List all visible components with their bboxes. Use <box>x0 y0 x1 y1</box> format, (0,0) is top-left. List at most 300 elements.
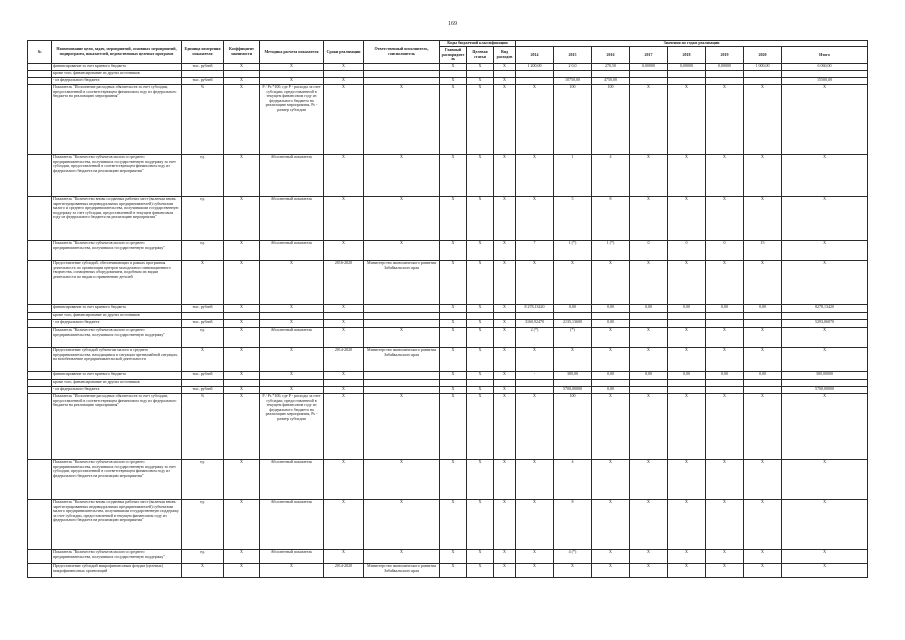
cell-year-value: X <box>744 348 782 372</box>
cell-name: - из федерального бюджета <box>52 387 182 394</box>
cell-year-value: X <box>516 348 554 372</box>
cell-period: X <box>324 197 364 241</box>
cell-name: - из федерального бюджета <box>52 320 182 328</box>
cell-year-value: X <box>706 328 744 348</box>
cell-num <box>28 380 52 387</box>
cell-year-value: X <box>706 550 744 564</box>
cell-kbk-type: X <box>494 155 516 197</box>
cell-year-value: X <box>592 550 630 564</box>
cell-unit: тыс. рублей <box>182 305 224 313</box>
cell-kbk-grbs <box>440 380 467 387</box>
cell-coef: X <box>224 85 260 155</box>
table-row <box>28 564 868 578</box>
cell-num <box>28 387 52 394</box>
cell-coef <box>224 71 260 78</box>
header-year: 2020 <box>744 46 782 63</box>
table-body <box>28 64 868 578</box>
cell-year-value: X <box>630 85 668 155</box>
page-number: 169 <box>448 21 457 27</box>
header-values-group: Значения по годам реализации <box>516 41 868 47</box>
cell-coef: X <box>224 394 260 460</box>
cell-executor: Министерство экономического развития Забайкальского края <box>364 261 440 305</box>
cell-name: Показатель "Количество вновь созданных рабочих мест (включая вновь зарегистрированных индивидуальных предпринимателей) субъектами малого и среднего предпринимательства, получившими государственную поддержку за счет субсидии, предоставленной в текущем финансовом году из федерального бюджета на реализацию мероприятия" <box>52 197 182 241</box>
cell-name: Показатель "Количество субъектов малого и среднего предпринимательства, получивших государственную поддержку за счет субсидии, предоставленной в соответствующем финансовом году из федерального бюджета на реализацию мероприятия" <box>52 155 182 197</box>
cell-year-value: - <box>516 372 554 380</box>
cell-kbk-target: X <box>467 372 494 380</box>
cell-coef: X <box>224 328 260 348</box>
cell-unit: тыс. рублей <box>182 78 224 85</box>
cell-num <box>28 71 52 78</box>
header-coef: Коэффициент значимости <box>224 41 260 64</box>
cell-executor: Министерство экономического развития Забайкальского края <box>364 564 440 578</box>
cell-year-value: 15 <box>744 241 782 261</box>
cell-year-value: X <box>668 460 706 500</box>
cell-name: финансирование за счет краевого бюджета <box>52 305 182 313</box>
cell-kbk-grbs: X <box>440 197 467 241</box>
cell-coef <box>224 380 260 387</box>
cell-name: Показатель "Количество субъектов малого и среднего предпринимательства, получивших государственную поддержку" <box>52 550 182 564</box>
cell-unit: ед. <box>182 241 224 261</box>
cell-year-value: X <box>744 550 782 564</box>
cell-num <box>28 564 52 578</box>
cell-kbk-type: X <box>494 564 516 578</box>
cell-year-value: X <box>630 328 668 348</box>
cell-total: X <box>782 550 868 564</box>
cell-num <box>28 241 52 261</box>
cell-year-value: X <box>516 550 554 564</box>
cell-year-value: X <box>516 394 554 460</box>
cell-year-value <box>516 380 554 387</box>
cell-year-value: X <box>706 155 744 197</box>
cell-num <box>28 85 52 155</box>
cell-year-value <box>630 313 668 320</box>
cell-total: X <box>782 241 868 261</box>
cell-executor <box>364 380 440 387</box>
cell-kbk-target: X <box>467 320 494 328</box>
header-year: 2018 <box>668 46 706 63</box>
cell-year-value: 0 <box>630 241 668 261</box>
cell-total: X <box>782 328 868 348</box>
cell-unit: ед. <box>182 460 224 500</box>
cell-unit: тыс. рублей <box>182 64 224 71</box>
cell-unit: ед. <box>182 500 224 550</box>
cell-kbk-type: X <box>494 550 516 564</box>
cell-year-value: X <box>706 197 744 241</box>
cell-executor <box>364 387 440 394</box>
cell-coef: X <box>224 305 260 313</box>
cell-year-value: 2 (*) <box>516 328 554 348</box>
cell-kbk-grbs: X <box>440 394 467 460</box>
header-kbk-type: Вид расходов <box>494 46 516 63</box>
cell-num <box>28 197 52 241</box>
cell-executor <box>364 320 440 328</box>
cell-year-value: X <box>744 261 782 305</box>
cell-year-value: 7 <box>516 241 554 261</box>
cell-kbk-grbs: X <box>440 155 467 197</box>
cell-method: Абсолютный показатель <box>260 550 324 564</box>
cell-year-value: 0,00 <box>592 372 630 380</box>
cell-year-value: X <box>630 460 668 500</box>
cell-year-value: 0,00 <box>668 305 706 313</box>
cell-total: X <box>782 348 868 372</box>
cell-year-value: 2135,13600 <box>554 320 592 328</box>
cell-unit: X <box>182 348 224 372</box>
cell-executor: X <box>364 197 440 241</box>
cell-total: X <box>782 500 868 550</box>
cell-year-value: X <box>744 500 782 550</box>
cell-year-value: 0,00 <box>592 305 630 313</box>
cell-executor <box>364 78 440 85</box>
cell-year-value: 0,00 <box>706 372 744 380</box>
cell-kbk-grbs: X <box>440 305 467 313</box>
cell-year-value: (*) <box>554 328 592 348</box>
cell-year-value <box>516 78 554 85</box>
cell-period: X <box>324 241 364 261</box>
cell-kbk-grbs: X <box>440 328 467 348</box>
cell-coef: X <box>224 64 260 71</box>
cell-year-value <box>668 387 706 394</box>
table-row <box>28 500 868 550</box>
cell-unit: тыс. рублей <box>182 372 224 380</box>
cell-year-value <box>668 71 706 78</box>
cell-year-value: X <box>516 197 554 241</box>
cell-method: Абсолютный показатель <box>260 460 324 500</box>
cell-num <box>28 328 52 348</box>
cell-year-value <box>668 320 706 328</box>
cell-year-value <box>668 380 706 387</box>
cell-year-value <box>592 71 630 78</box>
cell-year-value <box>744 78 782 85</box>
cell-coef: X <box>224 550 260 564</box>
cell-year-value: 0,00000 <box>630 64 668 71</box>
cell-year-value: X <box>668 328 706 348</box>
cell-year-value: X <box>630 155 668 197</box>
cell-coef: X <box>224 387 260 394</box>
cell-unit: ед. <box>182 550 224 564</box>
cell-kbk-grbs: X <box>440 460 467 500</box>
cell-year-value: X <box>706 348 744 372</box>
cell-coef <box>224 313 260 320</box>
cell-year-value: 0,00 <box>744 305 782 313</box>
cell-year-value: X <box>744 197 782 241</box>
cell-year-value: X <box>706 261 744 305</box>
header-year: 2017 <box>630 46 668 63</box>
cell-method: Абсолютный показатель <box>260 197 324 241</box>
cell-unit <box>182 313 224 320</box>
cell-kbk-grbs: X <box>440 241 467 261</box>
cell-name: - из федерального бюджета <box>52 78 182 85</box>
cell-year-value: X <box>744 85 782 155</box>
cell-coef: X <box>224 155 260 197</box>
cell-period: X <box>324 500 364 550</box>
cell-year-value: 4750,00 <box>592 78 630 85</box>
cell-name: Предоставление субсидий микрофинансовым фондам (целевых) микрофинансовых организаций <box>52 564 182 578</box>
cell-num <box>28 261 52 305</box>
cell-unit: тыс. рублей <box>182 387 224 394</box>
cell-period: X <box>324 78 364 85</box>
cell-year-value: X <box>516 460 554 500</box>
cell-unit <box>182 71 224 78</box>
cell-year-value: 4 (*) <box>554 550 592 564</box>
cell-year-value: X <box>668 500 706 550</box>
cell-executor: Министерство экономического развития Забайкальского края <box>364 348 440 372</box>
cell-name: финансирование за счет краевого бюджета <box>52 372 182 380</box>
cell-year-value: X <box>668 85 706 155</box>
cell-num <box>28 78 52 85</box>
cell-total: 5293,06070 <box>782 320 868 328</box>
cell-kbk-target: X <box>467 550 494 564</box>
cell-kbk-target: X <box>467 387 494 394</box>
table-row <box>28 550 868 564</box>
cell-year-value <box>706 71 744 78</box>
cell-year-value: X <box>668 261 706 305</box>
cell-kbk-grbs: X <box>440 320 467 328</box>
cell-num <box>28 313 52 320</box>
cell-name: финансирование за счет краевого бюджета <box>52 64 182 71</box>
cell-year-value: X <box>516 564 554 578</box>
cell-kbk-target: X <box>467 78 494 85</box>
cell-year-value: X <box>592 348 630 372</box>
header-kbk-target: Целевая статья <box>467 46 494 63</box>
header-year: 2014 <box>516 46 554 63</box>
table-row <box>28 78 868 85</box>
cell-kbk-type <box>494 313 516 320</box>
cell-method: X <box>260 387 324 394</box>
cell-kbk-type: X <box>494 460 516 500</box>
cell-name: Предоставление субсидий субъектам малого и среднего предпринимательства, находящимся в ситуации чрезвычайной ситуации, на возобновление предпринимательской деятельности <box>52 348 182 372</box>
header-unit: Единица измерения показателя <box>182 41 224 64</box>
cell-method <box>260 313 324 320</box>
cell-total <box>782 71 868 78</box>
cell-method: X <box>260 64 324 71</box>
cell-num <box>28 394 52 460</box>
cell-period: X <box>324 394 364 460</box>
header-executor: Ответственный исполнитель, соисполнитель <box>364 41 440 64</box>
cell-name: Показатель "Количество вновь созданных рабочих мест (включая вновь зарегистрированных индивидуальных предпринимателей) субъектами малого предпринимательства, получившими государственную поддержку за счет субсидии, предоставленной в текущем финансовом году из федерального бюджета на реализацию мероприятия" <box>52 500 182 550</box>
cell-kbk-type: X <box>494 78 516 85</box>
cell-year-value <box>516 313 554 320</box>
cell-year-value: 1 (*) <box>554 241 592 261</box>
cell-unit: ед. <box>182 197 224 241</box>
cell-year-value: X <box>706 564 744 578</box>
cell-year-value: X <box>630 197 668 241</box>
cell-year-value: X <box>630 500 668 550</box>
cell-year-value: X <box>630 261 668 305</box>
cell-kbk-target: X <box>467 241 494 261</box>
header-kbk-group: Коды бюджетной классификации <box>440 41 516 47</box>
cell-method <box>260 380 324 387</box>
cell-year-value <box>630 71 668 78</box>
cell-method: Абсолютный показатель <box>260 500 324 550</box>
header-year: 2016 <box>592 46 630 63</box>
cell-name: Показатель "Количество субъектов малого и среднего предпринимательства, получивших государственную поддержку за счет субсидии, предоставленной в соответствующем финансовом году из федерального бюджета на реализацию мероприятия" <box>52 460 182 500</box>
cell-year-value: X <box>592 261 630 305</box>
cell-kbk-grbs: X <box>440 550 467 564</box>
cell-year-value: X <box>592 394 630 460</box>
table-row <box>28 387 868 394</box>
cell-method: X <box>260 261 324 305</box>
cell-year-value: 4 <box>554 460 592 500</box>
header-name: Наименование цели, задач, мероприятий, основных мероприятий, подпрограмм, показателей, ведомственных целевых программ <box>52 41 182 64</box>
cell-kbk-grbs: X <box>440 500 467 550</box>
cell-name: кроме того, финансирование из других источников <box>52 313 182 320</box>
cell-year-value: 270,50 <box>592 64 630 71</box>
cell-year-value: 0,00000 <box>706 64 744 71</box>
cell-name: Показатель "Исполнение расходных обязательств за счет субсидии, предоставленной в соответствующем финансовом году из федерального бюджета на реализацию мероприятия" <box>52 85 182 155</box>
cell-executor <box>364 64 440 71</box>
header-num: № <box>28 41 52 64</box>
cell-period <box>324 380 364 387</box>
cell-period: 2016-2020 <box>324 261 364 305</box>
cell-year-value: X <box>706 394 744 460</box>
cell-year-value: X <box>516 155 554 197</box>
cell-executor: X <box>364 328 440 348</box>
cell-year-value: 0,00000 <box>668 64 706 71</box>
cell-executor: X <box>364 394 440 460</box>
cell-year-value <box>554 71 592 78</box>
cell-kbk-target: X <box>467 261 494 305</box>
cell-period: X <box>324 155 364 197</box>
cell-executor: X <box>364 550 440 564</box>
cell-year-value: X <box>592 500 630 550</box>
cell-period: X <box>324 320 364 328</box>
cell-year-value <box>706 387 744 394</box>
cell-kbk-target: X <box>467 394 494 460</box>
cell-unit: X <box>182 261 224 305</box>
cell-executor: X <box>364 85 440 155</box>
cell-kbk-grbs: X <box>440 348 467 372</box>
cell-period <box>324 313 364 320</box>
cell-num <box>28 305 52 313</box>
cell-year-value: X <box>554 261 592 305</box>
cell-kbk-type: X <box>494 320 516 328</box>
cell-kbk-grbs: X <box>440 387 467 394</box>
cell-year-value <box>744 71 782 78</box>
cell-executor: X <box>364 500 440 550</box>
cell-year-value <box>516 71 554 78</box>
cell-year-value <box>592 313 630 320</box>
cell-year-value: 8 <box>554 500 592 550</box>
table-row <box>28 328 868 348</box>
cell-kbk-target: X <box>467 197 494 241</box>
cell-year-value: 0,00 <box>630 305 668 313</box>
cell-year-value: 0,00 <box>592 320 630 328</box>
cell-period: 2014-2020 <box>324 564 364 578</box>
cell-year-value: 0,00 <box>668 372 706 380</box>
cell-executor: X <box>364 241 440 261</box>
cell-num <box>28 460 52 500</box>
cell-name: кроме того, финансирование из других источников <box>52 380 182 387</box>
cell-year-value: 0 <box>706 241 744 261</box>
cell-kbk-type: X <box>494 394 516 460</box>
cell-total: 6 060,00 <box>782 64 868 71</box>
cell-year-value: X <box>706 500 744 550</box>
cell-year-value: 4 <box>592 155 630 197</box>
cell-year-value: X <box>744 328 782 348</box>
cell-year-value: X <box>516 261 554 305</box>
cell-kbk-type: X <box>494 261 516 305</box>
cell-method: X <box>260 305 324 313</box>
cell-total: X <box>782 261 868 305</box>
cell-kbk-target <box>467 313 494 320</box>
cell-method: Абсолютный показатель <box>260 155 324 197</box>
header-year: 2015 <box>554 46 592 63</box>
cell-year-value: X <box>516 500 554 550</box>
cell-name: Предоставление субсидий, обеспечивающих в рамках программы деятельность по организации центров молодежного инновационного творчества, оснащенных оборудованием, подобным их видам деятельности по видам и применению деталей <box>52 261 182 305</box>
table-row <box>28 320 868 328</box>
cell-kbk-target: X <box>467 305 494 313</box>
cell-year-value: X <box>630 564 668 578</box>
cell-year-value: 2 0,0 <box>554 64 592 71</box>
cell-year-value: X <box>668 564 706 578</box>
table-row <box>28 85 868 155</box>
cell-total <box>782 380 868 387</box>
cell-kbk-target: X <box>467 564 494 578</box>
cell-coef: X <box>224 460 260 500</box>
cell-method: P / Ps *100, где P - расходы за счет субсидии, предоставленной в текущем финансовом году из федерального бюджета на реализацию мероприятия, Ps - размер субсидии <box>260 85 324 155</box>
table-row <box>28 71 868 78</box>
cell-num <box>28 320 52 328</box>
cell-coef: X <box>224 78 260 85</box>
table-row <box>28 380 868 387</box>
cell-year-value <box>630 387 668 394</box>
cell-unit: X <box>182 564 224 578</box>
cell-year-value <box>744 380 782 387</box>
cell-year-value: 1 <box>554 155 592 197</box>
cell-num <box>28 155 52 197</box>
cell-kbk-type: X <box>494 500 516 550</box>
cell-kbk-target: X <box>467 460 494 500</box>
cell-unit: % <box>182 394 224 460</box>
cell-kbk-type: X <box>494 197 516 241</box>
cell-method: X <box>260 372 324 380</box>
cell-period: X <box>324 305 364 313</box>
cell-total: X <box>782 394 868 460</box>
cell-year-value: X <box>554 348 592 372</box>
cell-year-value: X <box>592 564 630 578</box>
cell-year-value: X <box>744 155 782 197</box>
cell-year-value: 10750,00 <box>554 78 592 85</box>
cell-year-value: 0,00 <box>592 387 630 394</box>
cell-total: 300,00000 <box>782 372 868 380</box>
cell-year-value: 1 200,00 <box>516 64 554 71</box>
cell-kbk-grbs: X <box>440 372 467 380</box>
cell-name: Показатель "Количество субъектов малого и среднего предпринимательства, получивших государственную поддержку" <box>52 241 182 261</box>
cell-coef: X <box>224 348 260 372</box>
cell-year-value: 5700,00000 <box>554 387 592 394</box>
cell-name: Показатель "Исполнение расходных обязательств за счет субсидии, предоставленной в соответствующем финансовом году из федерального бюджета на реализацию мероприятия" <box>52 394 182 460</box>
program-table <box>27 40 868 578</box>
cell-period: X <box>324 64 364 71</box>
cell-kbk-target: X <box>467 64 494 71</box>
cell-num <box>28 348 52 372</box>
cell-total: X <box>782 155 868 197</box>
cell-year-value <box>630 320 668 328</box>
cell-year-value: X <box>744 394 782 460</box>
cell-year-value <box>706 320 744 328</box>
cell-kbk-type: X <box>494 305 516 313</box>
cell-period: X <box>324 372 364 380</box>
cell-unit: тыс. рублей <box>182 320 224 328</box>
cell-year-value: 3160,92470 <box>516 320 554 328</box>
header-period: Сроки реализации <box>324 41 364 64</box>
header-total: Итого <box>782 46 868 63</box>
cell-year-value: 1 000,00 <box>744 64 782 71</box>
cell-year-value: 100 <box>554 394 592 460</box>
cell-year-value: 8 278,13420 <box>516 305 554 313</box>
cell-name: Показатель "Количество субъектов малого и среднего предпринимательства, получивших государственную поддержку" <box>52 328 182 348</box>
table-row <box>28 64 868 71</box>
